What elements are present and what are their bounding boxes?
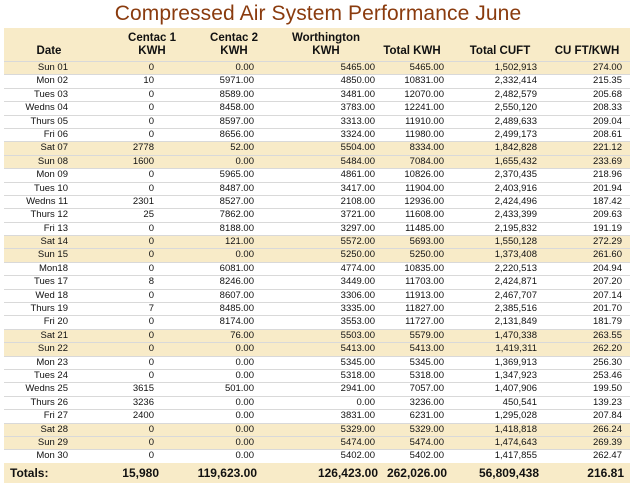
cell-worthington-kwh: 5318.00 [340,369,375,381]
cell-date: Tues 24 [34,369,68,381]
cell-total-kwh: 5402.00 [409,450,444,462]
cell-cuft-per-kwh: 201.70 [592,303,622,315]
cell-total-kwh: 6231.00 [409,410,444,422]
header-total-kwh [372,28,452,61]
table-row [4,88,630,101]
cell-total-cuft: 1,474,643 [494,436,537,448]
cell-cuft-per-kwh: 221.12 [592,142,622,154]
cell-cuft-per-kwh: 181.79 [592,316,622,328]
cell-worthington-kwh: 5503.00 [340,329,375,341]
cell-centac2-kwh: 6081.00 [219,262,254,274]
cell-total-cuft: 1,550,128 [494,236,537,248]
cell-centac1-kwh: 0 [148,423,154,435]
cell-cuft-per-kwh: 262.20 [592,343,622,355]
cell-total-cuft: 1,417,855 [494,450,537,462]
cell-centac2-kwh: 52.00 [230,142,254,154]
table-row [4,195,630,208]
cell-date: Wed 18 [35,289,68,301]
cell-worthington-kwh: 4774.00 [340,262,375,274]
totals-row [4,463,630,483]
cell-cuft-per-kwh: 187.42 [592,195,622,207]
table-row [4,168,630,181]
cell-worthington-kwh: 3783.00 [340,102,375,114]
cell-centac1-kwh: 0 [148,262,154,274]
cell-date: Mon18 [38,262,68,274]
cell-date: Fri 27 [43,410,68,422]
cell-cuft-per-kwh: 256.30 [592,356,622,368]
cell-date: Fri 06 [43,128,68,140]
cell-date: Sun 15 [37,249,68,261]
cell-total-kwh: 5318.00 [409,369,444,381]
table-row [4,74,630,87]
cell-centac1-kwh: 3236 [132,396,154,408]
cell-cuft-per-kwh: 207.84 [592,410,622,422]
cell-date: Tues 10 [34,182,68,194]
table-row [4,141,630,154]
cell-centac2-kwh: 8487.00 [219,182,254,194]
table-body [4,61,630,463]
page-title: Compressed Air System Performance June [114,2,522,25]
cell-centac1-kwh: 0 [148,356,154,368]
cell-worthington-kwh: 3721.00 [340,209,375,221]
totals-total-cuft: 56,809,438 [478,466,539,480]
table-header [4,28,630,61]
cell-cuft-per-kwh: 269.39 [592,436,622,448]
cell-centac1-kwh: 8 [148,276,154,288]
cell-total-kwh: 12070.00 [404,88,444,100]
header-worthington-line2: KWH [312,45,340,57]
cell-worthington-kwh: 5413.00 [340,343,375,355]
cell-cuft-per-kwh: 263.55 [592,329,622,341]
cell-total-kwh: 7084.00 [409,155,444,167]
cell-centac2-kwh: 0.00 [235,343,254,355]
cell-worthington-kwh: 2108.00 [340,195,375,207]
cell-centac1-kwh: 0 [148,343,154,355]
table-row [4,61,630,74]
cell-centac2-kwh: 8589.00 [219,88,254,100]
cell-worthington-kwh: 5402.00 [340,450,375,462]
header-worthington [282,28,370,61]
cell-centac1-kwh: 0 [148,102,154,114]
cell-centac2-kwh: 8656.00 [219,128,254,140]
header-cuft-per-kwh-label: CU FT/KWH [554,45,620,57]
table-row [4,315,630,328]
cell-cuft-per-kwh: 274.00 [592,62,622,73]
cell-total-kwh: 5474.00 [409,436,444,448]
cell-total-cuft: 2,433,399 [494,209,537,221]
cell-date: Sun 08 [37,155,68,167]
table-row [4,115,630,128]
cell-centac1-kwh: 2400 [132,410,154,422]
cell-total-cuft: 2,499,173 [494,128,537,140]
cell-total-cuft: 2,131,849 [494,316,537,328]
cell-total-cuft: 1,369,913 [494,356,537,368]
cell-date: Fri 13 [43,222,68,234]
cell-total-kwh: 5250.00 [409,249,444,261]
cell-cuft-per-kwh: 272.29 [592,236,622,248]
cell-cuft-per-kwh: 191.19 [592,222,622,234]
cell-cuft-per-kwh: 199.50 [592,383,622,395]
cell-date: Sun 22 [37,343,68,355]
cell-total-cuft: 1,295,028 [494,410,537,422]
cell-worthington-kwh: 3481.00 [340,88,375,100]
cell-date: Tues 17 [34,276,68,288]
cell-cuft-per-kwh: 208.33 [592,102,622,114]
cell-cuft-per-kwh: 205.68 [592,88,622,100]
table-row [4,369,630,382]
cell-centac1-kwh: 7 [148,303,154,315]
cell-total-cuft: 2,332,414 [494,75,537,87]
cell-centac2-kwh: 8458.00 [219,102,254,114]
cell-total-kwh: 10835.00 [404,262,444,274]
cell-date: Sun 29 [37,436,68,448]
totals-label: Totals: [10,466,49,480]
table-row [4,275,630,288]
cell-total-kwh: 5693.00 [409,236,444,248]
table-row [4,182,630,195]
cell-centac1-kwh: 0 [148,249,154,261]
cell-total-kwh: 5345.00 [409,356,444,368]
cell-centac1-kwh: 2301 [132,195,154,207]
cell-worthington-kwh: 0.00 [356,396,375,408]
cell-total-cuft: 1,419,311 [495,343,537,355]
cell-worthington-kwh: 5484.00 [340,155,375,167]
cell-total-cuft: 1,842,828 [494,142,537,154]
cell-centac2-kwh: 501.00 [224,383,254,395]
cell-total-kwh: 7057.00 [409,383,444,395]
cell-total-cuft: 2,424,496 [494,195,537,207]
table-row [4,409,630,422]
cell-centac1-kwh: 0 [148,436,154,448]
cell-date: Thurs 19 [30,303,68,315]
cell-centac2-kwh: 0.00 [235,356,254,368]
cell-cuft-per-kwh: 209.04 [592,115,622,127]
cell-centac2-kwh: 121.00 [224,236,254,248]
cell-date: Thurs 05 [30,115,68,127]
cell-centac2-kwh: 0.00 [235,450,254,462]
header-centac1-line2: KWH [138,45,166,57]
table-row [4,248,630,261]
cell-date: Mon 02 [36,75,68,87]
cell-worthington-kwh: 5504.00 [340,142,375,154]
header-centac2-line2: KWH [220,45,248,57]
cell-total-cuft: 2,482,579 [494,88,537,100]
table-row [4,289,630,302]
cell-cuft-per-kwh: 209.63 [592,209,622,221]
cell-centac1-kwh: 25 [143,209,154,221]
cell-total-kwh: 3236.00 [409,396,444,408]
cell-centac2-kwh: 5971.00 [219,75,254,87]
cell-date: Mon 30 [36,450,68,462]
cell-total-cuft: 1,418,818 [494,423,537,435]
cell-total-cuft: 1,373,408 [494,249,537,261]
cell-total-kwh: 10831.00 [404,75,444,87]
table-row [4,222,630,235]
cell-worthington-kwh: 5345.00 [340,356,375,368]
table-row [4,396,630,409]
totals-centac1: 15,980 [122,466,159,480]
cell-total-kwh: 11727.00 [405,316,444,328]
cell-worthington-kwh: 3313.00 [340,115,375,127]
cell-total-kwh: 5413.00 [409,343,444,355]
cell-total-cuft: 2,489,633 [494,115,537,127]
cell-total-cuft: 2,467,707 [494,289,537,301]
cell-centac1-kwh: 0 [148,289,154,301]
cell-centac1-kwh: 0 [148,329,154,341]
cell-centac2-kwh: 8597.00 [219,115,254,127]
cell-worthington-kwh: 5329.00 [340,423,375,435]
cell-centac1-kwh: 0 [148,236,154,248]
table-row [4,101,630,114]
cell-centac2-kwh: 0.00 [235,249,254,261]
totals-total-kwh: 262,026.00 [386,466,447,480]
cell-worthington-kwh: 5250.00 [340,249,375,261]
cell-worthington-kwh: 3417.00 [340,182,375,194]
table-row [4,128,630,141]
cell-centac2-kwh: 8485.00 [219,303,254,315]
header-centac1-line1: Centac 1 [128,32,176,44]
cell-centac2-kwh: 8527.00 [219,195,254,207]
cell-cuft-per-kwh: 208.61 [592,128,622,140]
cell-total-cuft: 1,502,913 [494,62,537,73]
cell-total-cuft: 450,541 [502,396,537,408]
cell-centac2-kwh: 0.00 [235,369,254,381]
totals-cuft-per-kwh: 216.81 [587,466,624,480]
cell-cuft-per-kwh: 207.20 [592,276,622,288]
cell-total-kwh: 11703.00 [405,276,444,288]
cell-date: Sat 21 [40,329,68,341]
header-centac2-line1: Centac 2 [210,32,258,44]
cell-centac2-kwh: 76.00 [230,329,254,341]
cell-total-cuft: 2,195,832 [494,222,537,234]
cell-worthington-kwh: 5572.00 [340,236,375,248]
cell-centac1-kwh: 0 [148,62,154,73]
cell-total-cuft: 1,470,338 [494,329,537,341]
cell-centac2-kwh: 5965.00 [219,169,254,181]
cell-centac2-kwh: 0.00 [235,155,254,167]
cell-date: Wedns 04 [25,102,68,114]
cell-total-kwh: 11910.00 [405,115,444,127]
table-row [4,356,630,369]
totals-worthington: 126,423.00 [317,466,378,480]
header-date [24,28,74,61]
cell-date: Sun 01 [37,62,68,73]
cell-total-kwh: 11904.00 [405,182,444,194]
cell-total-kwh: 12936.00 [404,195,444,207]
table-row [4,436,630,449]
cell-total-cuft: 2,220,513 [494,262,537,274]
header-centac2 [194,28,274,61]
cell-total-cuft: 2,403,916 [494,182,537,194]
cell-total-kwh: 11485.00 [405,222,444,234]
header-total-kwh-label: Total KWH [383,45,441,57]
cell-cuft-per-kwh: 204.94 [592,262,622,274]
cell-cuft-per-kwh: 139.23 [592,396,622,408]
cell-worthington-kwh: 3306.00 [340,289,375,301]
table-row [4,155,630,168]
cell-date: Sat 28 [40,423,68,435]
cell-centac2-kwh: 8607.00 [219,289,254,301]
cell-centac2-kwh: 8188.00 [219,222,254,234]
cell-total-kwh: 5329.00 [409,423,444,435]
table-row [4,382,630,395]
cell-total-cuft: 2,370,435 [494,169,537,181]
cell-cuft-per-kwh: 266.24 [592,423,622,435]
cell-centac1-kwh: 3615 [132,383,154,395]
cell-total-kwh: 11827.00 [405,303,444,315]
cell-total-cuft: 1,655,432 [494,155,537,167]
cell-total-cuft: 1,407,906 [494,383,537,395]
cell-total-cuft: 1,347,923 [494,369,537,381]
cell-worthington-kwh: 3324.00 [340,128,375,140]
cell-cuft-per-kwh: 233.69 [592,155,622,167]
cell-centac1-kwh: 2778 [132,142,154,154]
cell-total-kwh: 5579.00 [409,329,444,341]
cell-total-cuft: 2,550,120 [494,102,537,114]
cell-worthington-kwh: 3831.00 [340,410,375,422]
cell-centac1-kwh: 0 [148,369,154,381]
cell-centac1-kwh: 0 [148,222,154,234]
header-cuft-per-kwh [546,28,628,61]
totals-centac2: 119,623.00 [197,466,257,480]
cell-centac2-kwh: 8174.00 [219,316,254,328]
cell-centac2-kwh: 7862.00 [219,209,254,221]
cell-centac1-kwh: 1600 [132,155,154,167]
cell-worthington-kwh: 3297.00 [340,222,375,234]
header-date-label: Date [36,45,62,57]
cell-date: Thurs 12 [30,209,68,221]
cell-total-kwh: 11608.00 [405,209,444,221]
cell-worthington-kwh: 3449.00 [340,276,375,288]
table-row [4,329,630,342]
cell-worthington-kwh: 3553.00 [340,316,375,328]
cell-cuft-per-kwh: 218.96 [592,169,622,181]
cell-centac1-kwh: 0 [148,450,154,462]
cell-date: Fri 20 [43,316,68,328]
cell-date: Tues 03 [34,88,68,100]
cell-centac2-kwh: 0.00 [235,396,254,408]
cell-cuft-per-kwh: 201.94 [592,182,622,194]
table-row [4,302,630,315]
cell-total-kwh: 11913.00 [405,289,444,301]
cell-worthington-kwh: 4861.00 [340,169,375,181]
table-row [4,342,630,355]
cell-total-kwh: 12241.00 [404,102,444,114]
header-total-cuft [460,28,540,61]
cell-cuft-per-kwh: 215.35 [592,75,622,87]
cell-centac2-kwh: 8246.00 [219,276,254,288]
cell-date: Wedns 25 [25,383,68,395]
cell-centac1-kwh: 0 [148,182,154,194]
cell-worthington-kwh: 4850.00 [340,75,375,87]
cell-date: Sat 07 [40,142,68,154]
cell-worthington-kwh: 5465.00 [340,62,375,73]
cell-centac2-kwh: 0.00 [235,423,254,435]
cell-centac1-kwh: 0 [148,169,154,181]
cell-total-kwh: 11980.00 [405,128,444,140]
cell-cuft-per-kwh: 207.14 [592,289,622,301]
cell-total-kwh: 8334.00 [409,142,444,154]
cell-centac1-kwh: 10 [143,75,154,87]
cell-cuft-per-kwh: 261.60 [592,249,622,261]
cell-total-kwh: 5465.00 [409,62,444,73]
cell-total-cuft: 2,385,516 [494,303,537,315]
cell-centac2-kwh: 0.00 [235,62,254,73]
cell-cuft-per-kwh: 253.46 [592,369,622,381]
table-row [4,449,630,462]
cell-date: Mon 09 [36,169,68,181]
cell-worthington-kwh: 5474.00 [340,436,375,448]
table-row [4,423,630,436]
table-row [4,262,630,275]
cell-date: Mon 23 [36,356,68,368]
cell-centac2-kwh: 0.00 [235,436,254,448]
cell-date: Wedns 11 [26,195,68,207]
cell-centac1-kwh: 0 [148,88,154,100]
cell-cuft-per-kwh: 262.47 [592,450,622,462]
header-worthington-line1: Worthington [291,32,361,44]
cell-centac2-kwh: 0.00 [235,410,254,422]
cell-centac1-kwh: 0 [148,128,154,140]
cell-total-kwh: 10826.00 [404,169,444,181]
header-centac1 [112,28,192,61]
cell-centac1-kwh: 0 [148,316,154,328]
cell-date: Sat 14 [40,236,68,248]
cell-centac1-kwh: 0 [148,115,154,127]
cell-total-cuft: 2,424,871 [494,276,537,288]
table-row [4,235,630,248]
table-row [4,208,630,221]
cell-date: Thurs 26 [30,396,68,408]
cell-worthington-kwh: 2941.00 [340,383,375,395]
header-total-cuft-label: Total CUFT [469,45,531,57]
cell-worthington-kwh: 3335.00 [340,303,375,315]
